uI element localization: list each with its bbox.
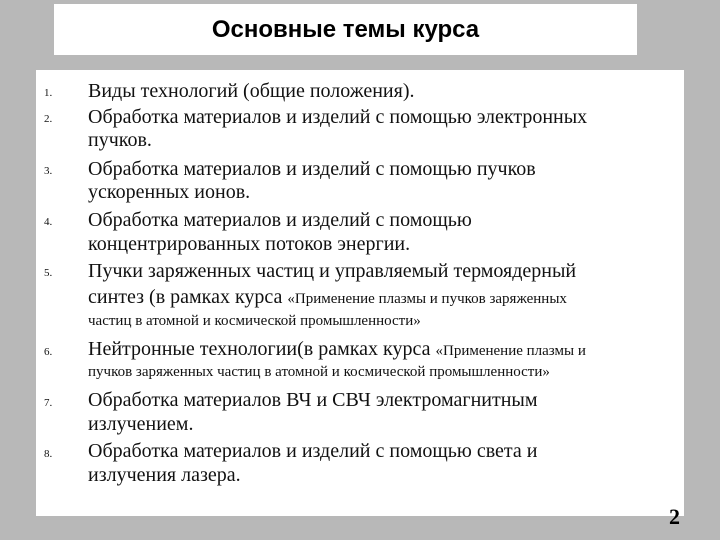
item-2-line-2: пучков. [88, 129, 152, 151]
item-3-line-2: ускоренных ионов. [88, 181, 251, 203]
item-4-line-1: Обработка материалов и изделий с помощью [88, 209, 472, 231]
item-number-7: 7. [44, 397, 53, 409]
item-number-4: 4. [44, 216, 53, 228]
item-5-line-2-small: «Применение плазмы и пучков заряженных [287, 291, 567, 307]
item-8-line-2: излучения лазера. [88, 464, 241, 486]
item-6-line-1-small: «Применение плазмы и [435, 343, 586, 359]
item-7-line-1: Обработка материалов ВЧ и СВЧ электромагнитным [88, 389, 538, 411]
item-6-line-1 [88, 337, 586, 361]
item-2-line-1: Обработка материалов и изделий с помощью электронных [88, 106, 588, 128]
title-box [54, 4, 637, 55]
item-number-5: 5. [44, 267, 53, 279]
item-7-line-2: излучением. [88, 413, 194, 435]
item-5-line-2 [88, 285, 567, 309]
item-5-line-1: Пучки заряженных частиц и управляемый термоядерный [88, 260, 577, 282]
item-6-line-2: пучков заряженных частиц в атомной и космической промышленности» [88, 364, 550, 380]
item-number-3: 3. [44, 165, 53, 177]
item-5-line-3: частиц в атомной и космической промышленности» [88, 313, 421, 329]
item-number-2: 2. [44, 113, 53, 125]
slide-title: Основные темы курса [211, 15, 480, 43]
item-number-8: 8. [44, 448, 53, 460]
item-6-line-1-large: Нейтронные технологии(в рамках курса [88, 338, 436, 360]
item-3-line-1: Обработка материалов и изделий с помощью пучков [88, 158, 536, 180]
item-8-line-1: Обработка материалов и изделий с помощью света и [88, 440, 538, 462]
item-4-line-2: концентрированных потоков энергии. [88, 233, 411, 255]
item-5-line-2-large: синтез (в рамках курса [88, 286, 288, 308]
content-box [36, 70, 684, 516]
item-number-6: 6. [44, 346, 53, 358]
item-number-1: 1. [44, 87, 53, 99]
page-number: 2 [669, 504, 680, 529]
item-1-line-1: Виды технологий (общие положения). [88, 80, 415, 102]
